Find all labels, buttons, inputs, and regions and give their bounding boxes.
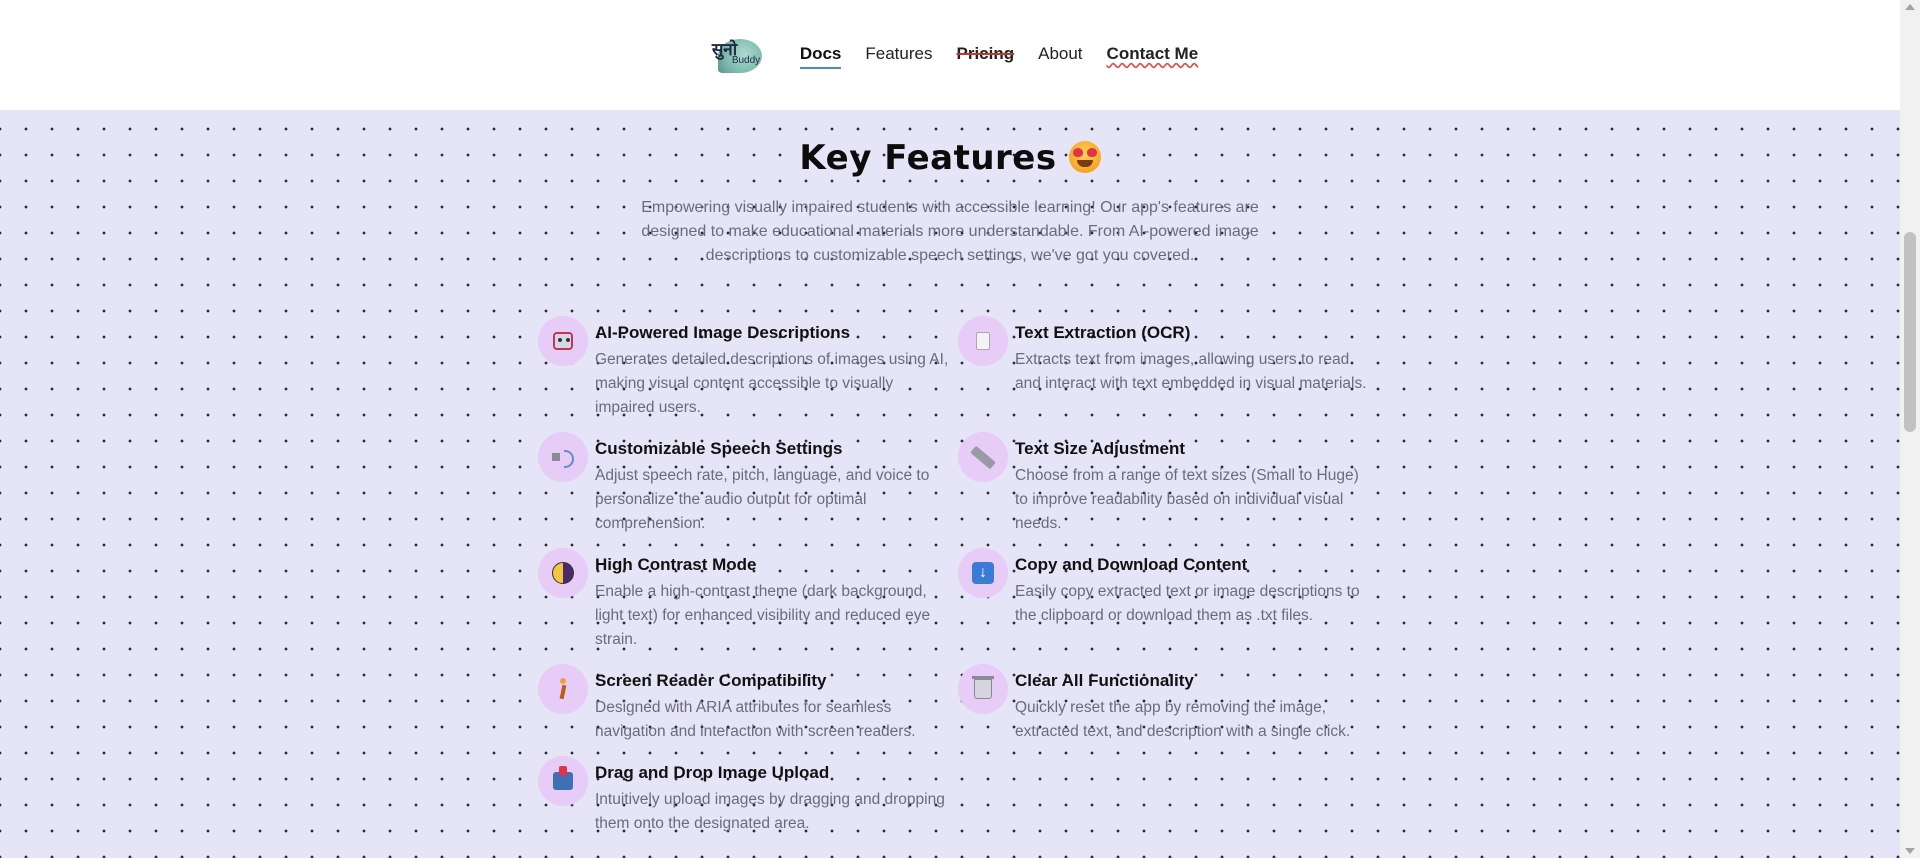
feature-description: Enable a high-contrast theme (dark background, light text) for enhanced visibility and reduced eye strain.	[595, 583, 931, 648]
nav-link-contact[interactable]: Contact Me	[1106, 43, 1199, 63]
feature-title: Text Extraction (OCR)	[1015, 323, 1191, 342]
feature-card-high-contrast	[538, 548, 948, 658]
feature-title: High Contrast Mode	[595, 555, 757, 574]
speaker-icon	[538, 432, 588, 482]
feature-description: Intuitively upload images by dragging and dropping them onto the designated area.	[595, 791, 945, 832]
page-title-text: Key Features	[799, 138, 1057, 178]
nav-link-pricing[interactable]: Pricing	[956, 43, 1015, 63]
feature-title: Copy and Download Content	[1015, 555, 1248, 574]
feature-title: Screen Reader Compatibility	[595, 671, 827, 690]
inbox-tray-icon	[538, 756, 588, 806]
feature-title: AI-Powered Image Descriptions	[595, 323, 851, 342]
feature-card-clear-all	[958, 664, 1368, 774]
nav-link-features[interactable]: Features	[865, 43, 933, 63]
page-scrollbar[interactable]	[1900, 0, 1920, 858]
robot-icon	[538, 316, 588, 366]
feature-title: Drag and Drop Image Upload	[595, 763, 830, 782]
page-title	[0, 138, 1900, 178]
feature-description: Choose from a range of text sizes (Small to Huge) to improve readability based on individual visual needs.	[1015, 467, 1359, 532]
ruler-icon	[958, 432, 1008, 482]
feature-description: Generates detailed descriptions of images using AI, making visual content accessible to visually impaired users.	[595, 351, 949, 416]
feature-card-speech-settings	[538, 432, 948, 542]
feature-card-copy-download	[958, 548, 1368, 658]
feature-card-drag-drop	[538, 756, 948, 858]
logo[interactable]	[712, 35, 764, 75]
feature-description: Designed with ARIA attributes for seamless navigation and interaction with screen readers.	[595, 699, 916, 740]
feature-description: Quickly reset the app by removing the image, extracted text, and description with a single click.	[1015, 699, 1351, 740]
contrast-icon	[538, 548, 588, 598]
features-section	[0, 110, 1900, 858]
feature-title: Text Size Adjustment	[1015, 439, 1186, 458]
nav-link-docs[interactable]: Docs	[800, 44, 842, 67]
nav-link-about[interactable]: About	[1038, 43, 1083, 63]
feature-card-text-size	[958, 432, 1368, 542]
walking-person-icon	[538, 664, 588, 714]
scroll-thumb[interactable]	[1904, 232, 1916, 432]
feature-card-text-extraction	[958, 316, 1368, 426]
scroll-up-arrow-icon[interactable]	[1905, 4, 1915, 10]
scroll-down-arrow-icon[interactable]	[1905, 848, 1915, 854]
download-icon: ↓	[958, 548, 1008, 598]
heart-eyes-emoji-icon	[1069, 141, 1101, 173]
trash-icon	[958, 664, 1008, 714]
logo-text-top: सुनो	[711, 40, 738, 60]
feature-description: Extracts text from images, allowing users to read and interact with text embedded in visual materials.	[1015, 351, 1367, 392]
feature-description: Adjust speech rate, pitch, language, and voice to personalize the audio output for optimal comprehension.	[595, 467, 930, 532]
nav-inner	[712, 35, 1198, 75]
logo-text-bottom: Buddy	[731, 55, 761, 66]
feature-title: Clear All Functionality	[1015, 671, 1194, 690]
document-icon	[958, 316, 1008, 366]
feature-description: Easily copy extracted text or image descriptions to the clipboard or download them as .txt files.	[1015, 583, 1360, 624]
top-navbar	[0, 0, 1900, 110]
feature-card-image-descriptions	[538, 316, 948, 426]
page-subtitle: Empowering visually impaired students with accessible learning! Our app's features are designed to make educational materials more understandable. From AI-powered image descriptions to customizable speech settings, we've got you covered.	[641, 199, 1259, 264]
feature-title: Customizable Speech Settings	[595, 439, 843, 458]
